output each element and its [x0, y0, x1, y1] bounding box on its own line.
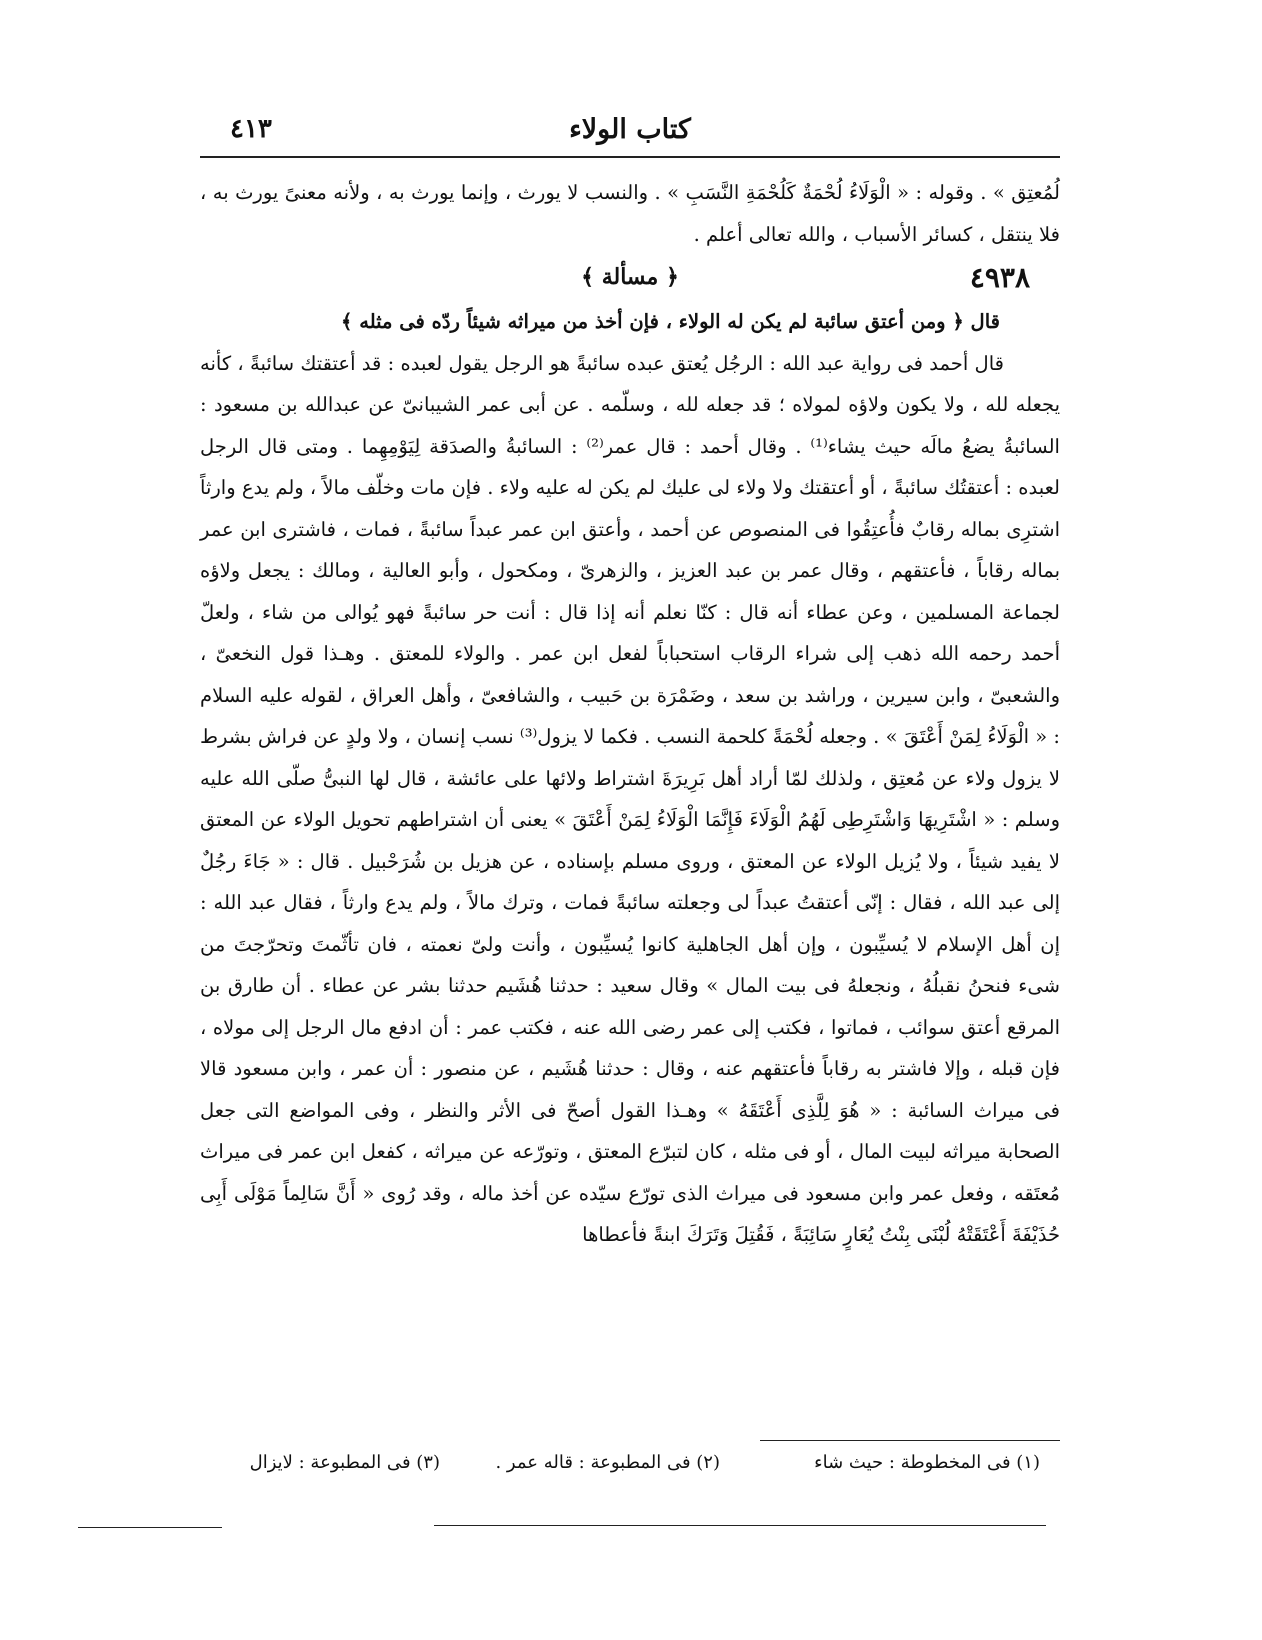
- footnote-1: (١) فى المخطوطة : حيث شاء: [814, 1452, 1040, 1473]
- page-header: [200, 108, 1060, 154]
- commentary-paragraph: قال أحمد فى رواية عبد الله : الرجُل يُعتق عبده سائبةً هو الرجل يقول لعبده : قد أعتقتك سائبةً ، كأنه يجعله لله ، ولا يكون ولاؤه لمولاه ؛ قد جعله لله ، وسلّمه . عن أبى عمر الشيبانىّ عن عبدالله بن مسعود : السائبةُ يضعُ مالَه حيث يشاء⁽¹⁾ . وقال أحمد : قال عمر⁽²⁾ : السائبةُ والصدَقة لِيَوْمِهِما . ومتى قال الرجل لعبده : أعتقتُك سائبةً ، أو أعتقتك ولا ولاء لى عليك لم يكن له عليه ولاء . فإن مات وخلّف مالاً ، ولم يدع وارثاً اشترِى بماله رقابٌ فأُعتِقُوا فى المنصوص عن أحمد ، وأعتق ابن عمر عبداً سائبةً ، فمات ، فاشترى ابن عمر بماله رقاباً ، فأعتقهم ، وقال عمر بن عبد العزيز ، والزهرىّ ، ومكحول ، وأبو العالية ، ومالك : يجعل ولاؤه لجماعة المسلمين ، وعن عطاء أنه قال : كنّا نعلم أنه إذا قال : أنت حر سائبةً فهو يُوالى من شاء ، ولعلّ أحمد رحمه الله ذهب إلى شراء الرقاب استحباباً لفعل ابن عمر . والولاء للمعتق . وهـذا قول النخعىّ ، والشعبىّ ، وابن سيرين ، وراشد بن سعد ، وضَمْرَة بن حَبيب ، والشافعىّ ، وأهل العراق ، لقوله عليه السلام : « الْوَلَاءُ لِمَنْ أَعْتَقَ » . وجعله لُحْمَةً كلحمة النسب . فكما لا يزول⁽³⁾ نسب إنسان ، ولا ولدٍ عن فراش بشرط لا يزول ولاء عن مُعتِق ، ولذلك لمّا أراد أهل بَرِيرَةَ اشتراط ولائها على عائشة ، قال لها النبىُّ صلّى الله عليه وسلم : « اشْتَرِيهَا وَاشْتَرِطِى لَهُمُ الْوَلَاءَ فَإِنَّمَا الْوَلَاءُ لِمَنْ أَعْتَقَ » يعنى أن اشتراطهم تحويل الولاء عن المعتق لا يفيد شيئاً ، ولا يُزيل الولاء عن المعتق ، وروى مسلم بإسناده ، عن هزيل بن شُرَحْبيل . قال : « جَاءَ رجُلٌ إلى عبد الله ، فقال : إنّى أعتقتُ عبداً لى وجعلته سائبةً فمات ، وترك مالاً ، ولم يدع وارثاً ، فقال عبد الله : إن أهل الإسلام لا يُسيِّبون ، وإن أهل الجاهلية كانوا يُسيِّبون ، وأنت ولىّ نعمته ، فان تأثّمتَ وتحرّجتَ من شىء فنحنُ نقبلُهُ ، ونجعلهُ فى بيت المال » وقال سعيد : حدثنا هُشَيم حدثنا بشر عن عطاء . أن طارق بن المرقع أعتق سوائب ، فماتوا ، فكتب إلى عمر رضى الله عنه ، فكتب عمر : أن ادفع مال الرجل إلى مولاه ، فإن قبله ، وإلا فاشتر به رقاباً فأعتقهم عنه ، وقال : حدثنا هُشَيم ، عن منصور : أن عمر ، وابن مسعود قالا فى ميراث السائبة : « هُوَ لِلَّذِى أَعْتَقَهُ » وهـذا القول أصحّ فى الأثر والنظر ، وفى المواضع التى جعل الصحابة ميراثه لبيت المال ، أو فى مثله ، كان لتبرّع المعتق ، وتورّعه عن ميراثه ، كفعل ابن عمر فى ميراث مُعتَقه ، وفعل عمر وابن مسعود فى ميراث الذى تورّع سيّده عن أخذ ماله ، وقد رُوى « أَنَّ سَالِماً مَوْلَى أَبِى حُذَيْفَةَ أَعْتَقَتْهُ لُبْنَى بِنْتُ يُعَارٍ سَائِبَةً ، فَقُتِلَ وَتَرَكَ ابنةً فأعطاها: [200, 351, 1060, 1246]
- footnotes: [200, 1446, 1060, 1480]
- footnote-3: (٣) فى المطبوعة : لايزال: [249, 1452, 440, 1473]
- header-rule: [200, 156, 1060, 158]
- issue-heading: [200, 257, 1060, 301]
- bottom-rule-right: [434, 1525, 1046, 1526]
- page-number: ٤١٣: [230, 114, 272, 144]
- main-text: [200, 172, 1060, 1256]
- issue-title: ﴿ مسألة ﴾: [581, 264, 679, 290]
- issue-question: قال ﴿ ومن أعتق سائبة لم يكن له الولاء ، فإن أخذ من ميراثه شيئاً ردّه فى مثله ﴾: [341, 310, 1000, 333]
- bottom-rule-left: [78, 1527, 222, 1528]
- footnote-rule: [760, 1440, 1060, 1441]
- intro-paragraph: لُمُعتِق » . وقوله : « الْوَلَاءُ لُحْمَةٌ كَلُحْمَةِ النَّسَبِ » . والنسب لا يورث ، وإنما يورث به ، ولأنه معنىً يورث به ، فلا ينتقل ، كسائر الأسباب ، والله تعالى أعلم .: [200, 181, 1060, 246]
- issue-number: ٤٩٣٨: [969, 261, 1030, 294]
- footnote-2: (٢) فى المطبوعة : قاله عمر .: [495, 1452, 720, 1473]
- book-title: كتاب الولاء: [569, 114, 691, 145]
